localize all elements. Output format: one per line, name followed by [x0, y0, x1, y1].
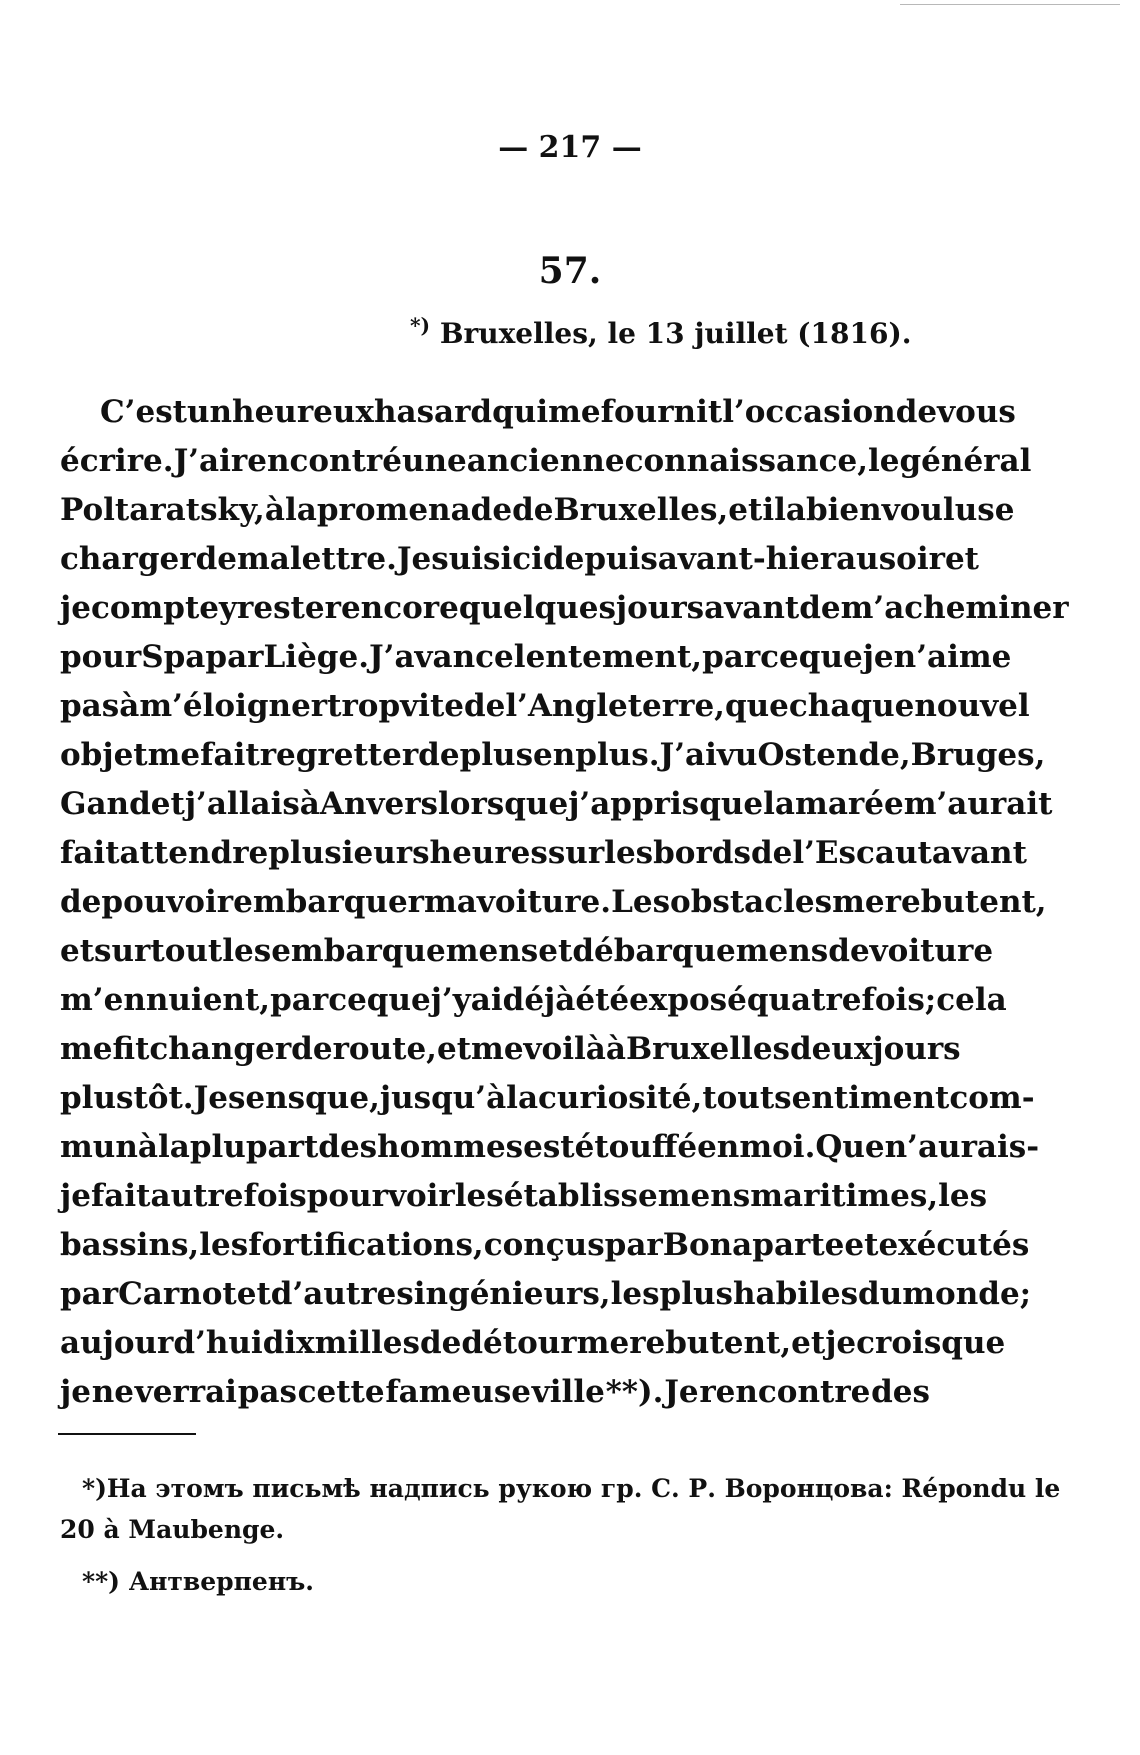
body-line	[60, 829, 1027, 878]
word: de	[419, 1325, 462, 1361]
word: crois	[856, 1325, 942, 1361]
word: mun	[60, 1129, 138, 1165]
word: débarquemens	[572, 933, 829, 969]
word: ma	[424, 884, 477, 920]
word: de	[291, 1031, 333, 1067]
word: tout	[702, 1080, 775, 1116]
word: une	[401, 443, 467, 479]
word: Bruxelles,	[553, 492, 729, 528]
word: Bruges,	[910, 737, 1046, 773]
word: ancienne	[466, 443, 625, 479]
word: vous	[937, 394, 1016, 430]
scan-edge-line	[900, 4, 1120, 5]
word: m’acheminer	[840, 590, 1069, 626]
letter-number: 57.	[538, 250, 602, 292]
word: qui	[492, 394, 549, 430]
word: et	[844, 1227, 879, 1263]
word: que,	[305, 1080, 380, 1116]
word: des	[318, 1129, 378, 1165]
word: me	[576, 1325, 630, 1361]
body-line	[60, 1319, 1006, 1368]
word: déjà	[502, 982, 576, 1018]
word: **).	[605, 1374, 664, 1410]
word: soir	[878, 541, 945, 577]
word: ville	[531, 1374, 605, 1410]
word: les	[938, 1178, 988, 1214]
word: lentement,	[513, 639, 703, 675]
word: bien	[805, 492, 882, 528]
word: et	[236, 1276, 271, 1312]
word: cela	[936, 982, 1007, 1018]
word: de	[895, 394, 938, 430]
word: pour	[306, 1178, 388, 1214]
word: que	[798, 639, 863, 675]
word: jusqu’à	[379, 1080, 507, 1116]
word: exposé	[629, 982, 747, 1018]
word: Poltaratsky,	[60, 492, 265, 528]
word: fortifications,	[248, 1227, 484, 1263]
word: pouvoir	[101, 884, 234, 920]
word: curiosité,	[538, 1080, 703, 1116]
body-line	[60, 878, 1047, 927]
word: avant	[931, 835, 1027, 871]
word: écrire.	[60, 443, 174, 479]
word: Anvers	[319, 786, 439, 822]
word: cette	[297, 1374, 385, 1410]
word: voir	[387, 1178, 455, 1214]
word: lorsque	[438, 786, 569, 822]
footnote-1-continuation: 20 à Maubenge.	[60, 1515, 285, 1544]
word: sentiment	[774, 1080, 950, 1116]
word: rencontre	[699, 1374, 871, 1410]
word: m’éloigner	[139, 688, 328, 724]
word: encore	[340, 590, 459, 626]
word: n’aurais-	[884, 1129, 1040, 1165]
dateline	[410, 313, 912, 350]
body-line	[60, 1172, 988, 1221]
word: Les	[611, 884, 671, 920]
word: autrefois	[150, 1178, 307, 1214]
word: la	[763, 786, 796, 822]
word: plusieurs	[268, 835, 430, 871]
word: me	[471, 1031, 524, 1067]
body-line	[60, 388, 1016, 437]
word: l’occasion	[722, 394, 896, 430]
word: par	[205, 639, 264, 675]
word: obstacles	[670, 884, 833, 920]
word: fait	[60, 835, 120, 871]
word: Je	[396, 541, 432, 577]
word: étouffé	[574, 1129, 698, 1165]
word: parce	[270, 982, 367, 1018]
word: Liège.	[263, 639, 369, 675]
word: pas	[237, 1374, 297, 1410]
word: conçus	[483, 1227, 605, 1263]
word: en	[533, 737, 576, 773]
word: fit	[112, 1031, 150, 1067]
word: au	[836, 541, 879, 577]
word: Spa	[141, 639, 206, 675]
body-line	[60, 780, 1053, 829]
word: rester	[237, 590, 341, 626]
word: plus.	[575, 737, 660, 773]
footnote-2	[82, 1567, 314, 1596]
word: et	[150, 786, 185, 822]
word: en	[697, 1129, 740, 1165]
word: charger	[60, 541, 196, 577]
word: hommes	[377, 1129, 524, 1165]
word: et	[60, 933, 95, 969]
footnote-separator	[58, 1433, 196, 1435]
word: moi.	[739, 1129, 816, 1165]
body-line	[60, 486, 1015, 535]
word: chaque	[788, 688, 915, 724]
word: heureux	[232, 394, 374, 430]
word: à	[299, 786, 320, 822]
footnote-2-marker: **)	[82, 1567, 120, 1596]
word: il	[762, 492, 786, 528]
word: fait	[200, 737, 260, 773]
body-line	[60, 731, 1046, 780]
word: j’allais	[184, 786, 300, 822]
word: j’appris	[568, 786, 700, 822]
word: me	[548, 394, 601, 430]
word: dix	[262, 1325, 315, 1361]
word: plupart	[189, 1129, 319, 1165]
body-line	[60, 682, 1030, 731]
word: depuis	[542, 541, 658, 577]
word: m’ennuient,	[60, 982, 271, 1018]
word: bassins,	[60, 1227, 200, 1263]
word: Bonaparte	[662, 1227, 845, 1263]
body-line	[60, 1123, 1040, 1172]
word: jours	[615, 590, 705, 626]
word: lettre.	[289, 541, 397, 577]
word: pour	[60, 639, 142, 675]
word: nouvel	[914, 688, 1030, 724]
word: C’est	[100, 394, 187, 430]
word: objet	[60, 737, 148, 773]
word: attendre	[119, 835, 269, 871]
word: se	[977, 492, 1015, 528]
word: me	[832, 884, 885, 920]
word: plus	[459, 737, 534, 773]
word: de	[750, 835, 793, 871]
word: de	[464, 688, 506, 724]
body-line	[60, 535, 979, 584]
word: J’ai	[659, 737, 717, 773]
word: du	[858, 1276, 903, 1312]
word: milles	[314, 1325, 420, 1361]
word: exécutés	[878, 1227, 1030, 1263]
word: connaissance,	[624, 443, 868, 479]
word: J’avance	[369, 639, 514, 675]
word: ingénieurs,	[413, 1276, 611, 1312]
word: avant-hier	[657, 541, 837, 577]
word: monde;	[902, 1276, 1032, 1312]
word: embarquemens	[271, 933, 539, 969]
word: à	[264, 492, 285, 528]
word: plus	[60, 1080, 134, 1116]
word: Gand	[60, 786, 151, 822]
word: promenade	[316, 492, 513, 528]
word: de	[799, 590, 841, 626]
word: rebutent,	[884, 884, 1047, 920]
word: habiles	[733, 1276, 859, 1312]
body-line	[60, 633, 1012, 682]
word: par	[60, 1276, 119, 1312]
word: verrai	[134, 1374, 237, 1410]
word: d’autres	[270, 1276, 414, 1312]
word: trop	[327, 688, 401, 724]
word: Que	[815, 1129, 885, 1165]
word: m’aurait	[903, 786, 1053, 822]
footnote-1-text: На этомъ письмѣ надпись рукою гр. С. Р. Воронцова: Répondu le	[106, 1474, 1061, 1503]
word: Carnot	[118, 1276, 237, 1312]
word: fameuse	[385, 1374, 532, 1410]
word: regretter	[259, 737, 419, 773]
word: la	[284, 492, 317, 528]
word: de	[195, 541, 237, 577]
word: à	[605, 1031, 626, 1067]
word: rebutent,	[629, 1325, 792, 1361]
word: et	[436, 1031, 472, 1067]
word: changer	[149, 1031, 292, 1067]
word: à	[137, 1129, 158, 1165]
word: quelques	[458, 590, 616, 626]
word: me	[147, 737, 201, 773]
word: parce	[702, 639, 799, 675]
word: Ostende,	[757, 737, 911, 773]
word: et	[791, 1325, 826, 1361]
word: et	[944, 541, 979, 577]
word: à	[119, 688, 140, 724]
body-line	[60, 1270, 1032, 1319]
word: com-	[949, 1080, 1035, 1116]
word: pas	[60, 688, 120, 724]
word: les	[454, 1178, 504, 1214]
word: tôt.	[133, 1080, 194, 1116]
word: je	[862, 639, 894, 675]
word: l’Angleterre,	[505, 688, 725, 724]
body-line	[60, 1368, 930, 1417]
word: général	[899, 443, 1032, 479]
word: établissemens	[503, 1178, 751, 1214]
word: me	[60, 1031, 113, 1067]
word: y	[219, 590, 238, 626]
body-line	[60, 437, 1032, 486]
word: avant	[704, 590, 800, 626]
word: Je	[664, 1374, 699, 1410]
word: les	[610, 1276, 660, 1312]
word: ne	[91, 1374, 134, 1410]
word: l’Escaut	[792, 835, 932, 871]
word: les	[199, 1227, 249, 1263]
word: sens	[227, 1080, 306, 1116]
word: compte	[90, 590, 220, 626]
word: et	[728, 492, 763, 528]
word: que	[366, 982, 431, 1018]
dateline-footnote-marker: *)	[410, 313, 431, 338]
footnote-1-marker: *)	[82, 1474, 107, 1503]
body-line	[60, 1074, 1035, 1123]
word: de	[60, 884, 102, 920]
word: rencontré	[230, 443, 402, 479]
body-line	[60, 584, 1069, 633]
dateline-text: Bruxelles, le 13 juillet (1816).	[439, 317, 912, 350]
word: route,	[332, 1031, 437, 1067]
word: les	[604, 835, 654, 871]
word: fait	[90, 1178, 151, 1214]
word: je	[60, 1374, 91, 1410]
word: embarquer	[233, 884, 424, 920]
word: Je	[193, 1080, 228, 1116]
footnote-2-text: Антверпенъ.	[128, 1567, 314, 1596]
word: J’ai	[173, 443, 231, 479]
word: heures	[429, 835, 548, 871]
word: n’aime	[893, 639, 1012, 675]
word: bords	[653, 835, 751, 871]
letter-body	[60, 388, 1069, 1417]
word: voulu	[881, 492, 978, 528]
word: surtout	[94, 933, 223, 969]
word: hasard	[373, 394, 493, 430]
word: Bruxelles	[625, 1031, 790, 1067]
word: marée	[795, 786, 904, 822]
word: été	[575, 982, 630, 1018]
word: maritimes,	[750, 1178, 939, 1214]
word: est	[523, 1129, 575, 1165]
word: que	[724, 688, 789, 724]
page-number: — 217 —	[498, 130, 642, 165]
body-line	[60, 1221, 1030, 1270]
word: de	[512, 492, 554, 528]
word: les	[222, 933, 272, 969]
word: ma	[236, 541, 290, 577]
word: sur	[547, 835, 605, 871]
word: de	[418, 737, 460, 773]
word: suis	[431, 541, 501, 577]
word: je	[60, 1178, 91, 1214]
word: voilà	[523, 1031, 606, 1067]
word: plus	[659, 1276, 733, 1312]
word: a	[785, 492, 806, 528]
word: détour	[461, 1325, 577, 1361]
word: que	[699, 786, 764, 822]
word: voiture.	[476, 884, 612, 920]
word: la	[157, 1129, 190, 1165]
word: ai	[470, 982, 503, 1018]
word: un	[186, 394, 233, 430]
word: de	[828, 933, 870, 969]
body-line	[60, 976, 1007, 1025]
word: fournit	[600, 394, 723, 430]
word: par	[604, 1227, 663, 1263]
word: vu	[716, 737, 758, 773]
word: des	[871, 1374, 930, 1410]
word: vite	[400, 688, 464, 724]
word: voiture	[869, 933, 994, 969]
word: ici	[500, 541, 543, 577]
word: j’y	[430, 982, 471, 1018]
word: quatre	[746, 982, 862, 1018]
body-line	[60, 927, 994, 976]
footnote-1	[82, 1474, 1061, 1503]
word: je	[60, 590, 91, 626]
word: jours	[872, 1031, 961, 1067]
word: et	[538, 933, 573, 969]
word: que	[941, 1325, 1006, 1361]
word: le	[868, 443, 900, 479]
word: deux	[790, 1031, 873, 1067]
word: fois;	[861, 982, 937, 1018]
body-line	[60, 1025, 961, 1074]
word: la	[506, 1080, 539, 1116]
word: je	[825, 1325, 857, 1361]
word: aujourd’hui	[60, 1325, 263, 1361]
